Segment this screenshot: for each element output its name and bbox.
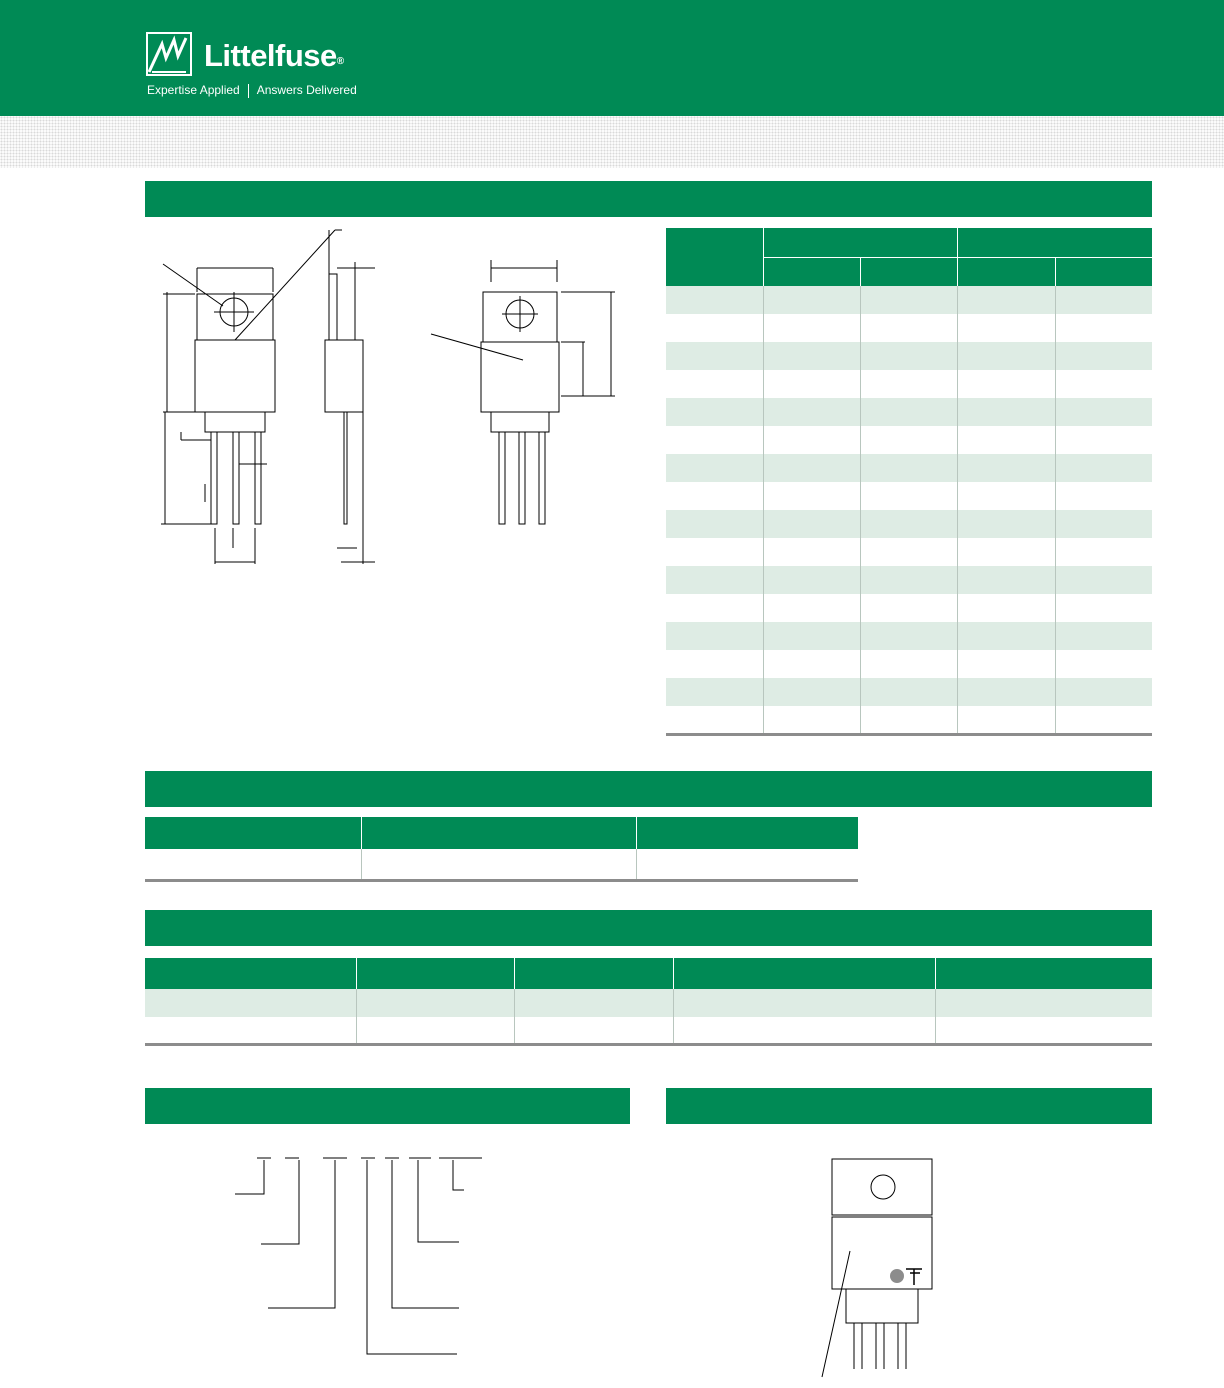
table-row: [666, 454, 1152, 482]
section-bar-3: [145, 910, 1152, 946]
table-row: [666, 398, 1152, 426]
table-row: [666, 566, 1152, 594]
marking-diagram: [818, 1155, 938, 1380]
table-row: [666, 370, 1152, 398]
table-row: [666, 594, 1152, 622]
table-row: [666, 510, 1152, 538]
littelfuse-logo-icon: [146, 32, 192, 76]
table-row: [666, 342, 1152, 370]
table-row: [666, 314, 1152, 342]
dim-subheader: [957, 257, 1055, 286]
dim-header-mm: [957, 228, 1152, 257]
section-bar-4: [145, 1088, 630, 1124]
table-row: [666, 286, 1152, 314]
table-row: [145, 849, 858, 880]
tagline-divider: [248, 84, 249, 98]
tagline-right: Answers Delivered: [256, 83, 357, 97]
dim-header-inches: [763, 228, 957, 257]
table-row: [666, 650, 1152, 678]
tagline-left: Expertise Applied: [147, 83, 240, 97]
table-row: [666, 482, 1152, 510]
table-row: [666, 538, 1152, 566]
part-number-diagram: [228, 1150, 490, 1364]
tagline: [147, 82, 357, 98]
dim-subheader: [763, 257, 860, 286]
table-row: [666, 426, 1152, 454]
table-row: [666, 622, 1152, 650]
marking-dot: [890, 1269, 904, 1283]
table-row: [145, 989, 1152, 1017]
section-bar-5: [666, 1088, 1152, 1124]
section-bar-2: [145, 771, 1152, 807]
brand-name: Littelfuse®: [204, 38, 344, 73]
dimensions-table: [666, 228, 1152, 736]
dot-pattern-band: [0, 116, 1224, 168]
package-outline-drawing: [145, 222, 645, 572]
table-row: [666, 706, 1152, 734]
section-bar-dimensions: [145, 181, 1152, 217]
table-row: [145, 1017, 1152, 1044]
dim-subheader: [860, 257, 957, 286]
dim-header-label: [666, 228, 763, 286]
table-2: [145, 817, 858, 882]
table-row: [666, 678, 1152, 706]
dim-subheader: [1055, 257, 1152, 286]
table-3: [145, 958, 1152, 1046]
